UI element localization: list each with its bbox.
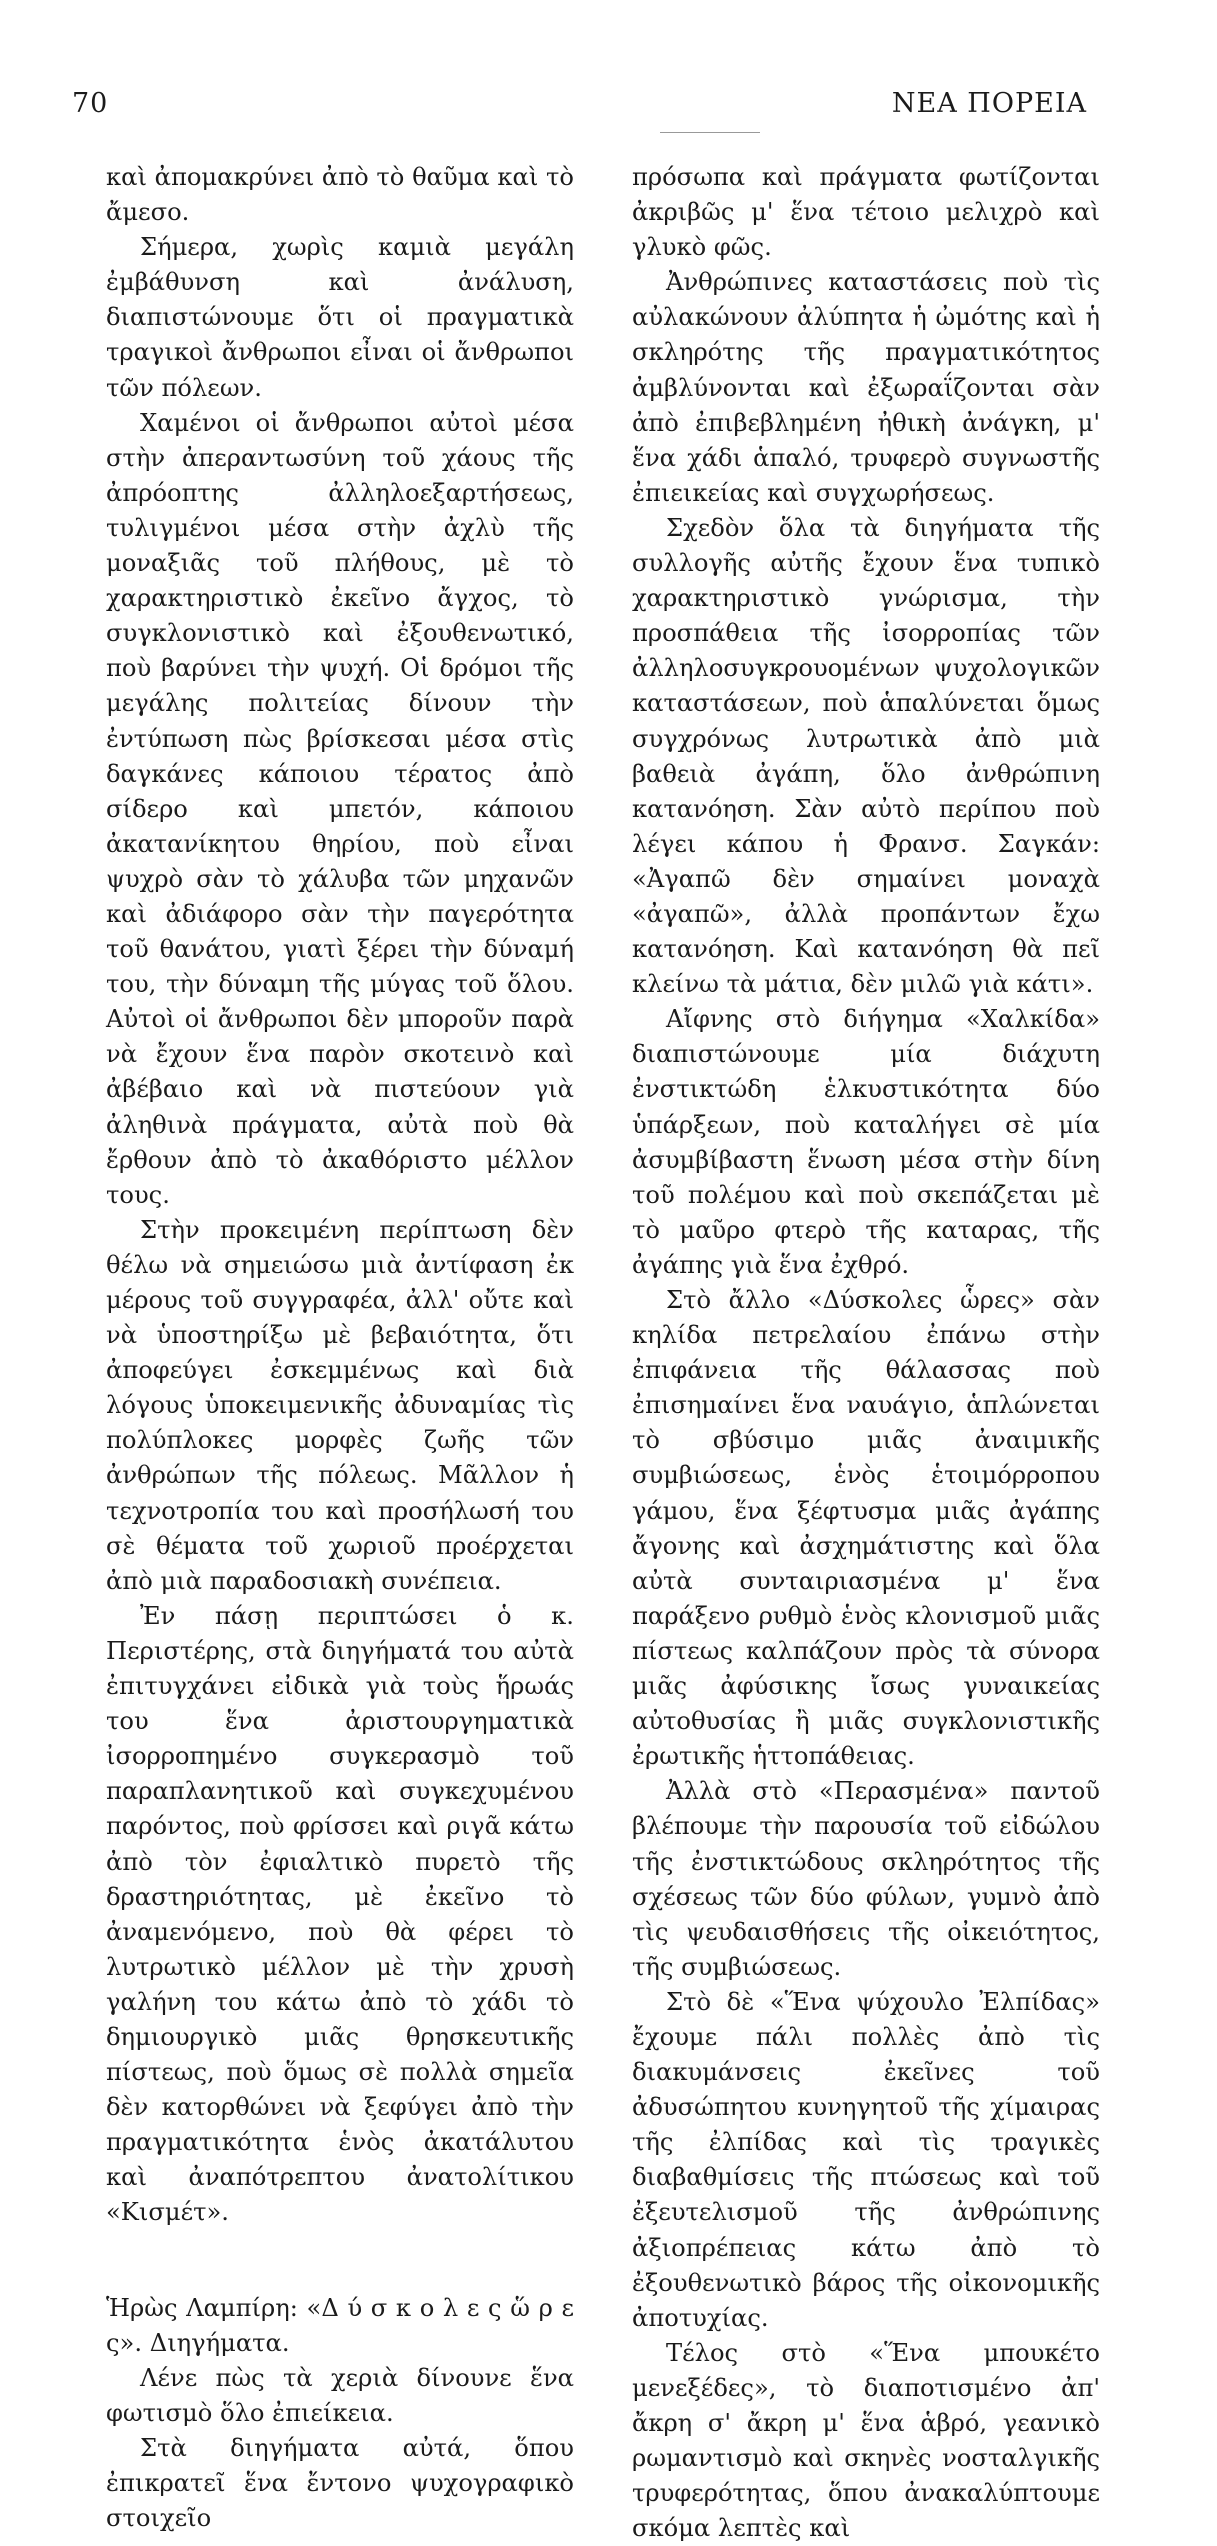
paragraph: Σήμερα, χωρὶς καμιὰ μεγάλη ἐμβάθυνση καὶ ἀνάλυση, διαπιστώνουμε ὅτι οἱ πραγματικὰ τραγικοὶ ἄνθρωποι εἶναι οἱ ἄνθρωποι τῶν πόλεων. xyxy=(106,233,574,402)
paragraph: καὶ ἀπομακρύνει ἀπὸ τὸ θαῦμα καὶ τὸ ἄμεσο. xyxy=(106,163,574,227)
paragraph: Ἐν πάσῃ περιπτώσει ὁ κ. Περιστέρης, στὰ διηγήματά του αὐτὰ ἐπιτυγχάνει εἰδικὰ γιὰ τοὺς ἥρωάς του ἕνα ἀριστουργηματικὰ ἰσορροπημένο συγκερασμὸ τοῦ παραπλανητικοῦ καὶ συγκεχυμένου παρόντος, ποὺ φρίσσει καὶ ριγᾶ κάτω ἀπὸ τὸν ἐφιαλτικὸ πυρετὸ τῆς δραστηριότητας, μὲ ἐκεῖνο τὸ ἀναμενόμενο, ποὺ θὰ φέρει τὸ λυτρωτικὸ μέλλον μὲ τὴν χρυσὴ γαλήνη του κάτω ἀπὸ τὸ χάδι τὸ δημιουργικὸ μιᾶς θρησκευτικῆς πίστεως, ποὺ ὅμως σὲ πολλὰ σημεῖα δὲν κατορθώνει νὰ ξεφύγει ἀπὸ τὴν πραγματικότητα ἑνὸς ἀκατάλυτου καὶ ἀναπότρεπτου ἀνατολίτικου «Κισμέτ». xyxy=(106,1601,574,2227)
page-header xyxy=(0,0,1217,140)
paragraph: Στὰ διηγήματα αὐτά, ὅπου ἐπικρατεῖ ἕνα ἔντονο ψυχογραφικὸ στοιχεῖο xyxy=(106,2433,574,2533)
right-column xyxy=(632,160,1100,2546)
paragraph: πρόσωπα καὶ πράγματα φωτίζονται ἀκριβῶς μ' ἕνα τέτοιο μελιχρὸ καὶ γλυκὸ φῶς. xyxy=(632,163,1100,262)
paragraph: Στὸ ἄλλο «Δύσκολες ὧρες» σὰν κηλίδα πετρελαίου ἐπάνω στὴν ἐπιφάνεια τῆς θάλασσας ποὺ ἐπισημαίνει ἕνα ναυάγιο, ἁπλώνεται τὸ σβύσιμο μιᾶς ἀναιμικῆς συμβιώσεως, ἑνὸς ἑτοιμόρροπου γάμου, ἕνα ξέφτυσμα μιᾶς ἀγάπης ἄγονης καὶ ἀσχημάτιστης καὶ ὅλα αὐτὰ συνταιριασμένα μ' ἕνα παράξενο ρυθμὸ ἑνὸς κλονισμοῦ μιᾶς πίστεως καλπάζουν πρὸς τὰ σύνορα μιᾶς ἀφύσικης ἴσως γυναικείας αὐτοθυσίας ἢ μιᾶς συγκλονιστικῆς ἐρωτικῆς ἡττοπάθειας. xyxy=(632,1286,1100,1771)
review-heading: Ἡρὼς Λαμπίρη: «Δ ύ σ κ ο λ ε ς ὥ ρ ε ς». Διηγήματα. xyxy=(106,2293,574,2357)
paragraph: Τέλος στὸ «Ἕνα μπουκέτο μενεξέδες», τὸ διαποτισμένο ἀπ' ἄκρη σ' ἄκρη μ' ἕνα ἁβρό, γεανικὸ ρωμαντισμὸ καὶ σκηνὲς νοσταλγικῆς τρυφερότητας, ὅπου ἀνακαλύπτουμε σκόμα λεπτὲς καὶ xyxy=(632,2338,1100,2543)
journal-title: ΝΕΑ ΠΟΡΕΙΑ xyxy=(891,88,1087,119)
paragraph: Στὴν προκειμένη περίπτωση δὲν θέλω νὰ σημειώσω μιὰ ἀντίφαση ἐκ μέρους τοῦ συγγραφέα, ἀλλ' οὔτε καὶ νὰ ὑποστηρίξω μὲ βεβαιότητα, ὅτι ἀποφεύγει ἐσκεμμένως καὶ διὰ λόγους ὑποκειμενικῆς ἀδυναμίας τὶς πολύπλοκες μορφὲς ζωῆς τῶν ἀνθρώπων τῆς πόλεως. Μᾶλλον ἡ τεχνοτροπία του καὶ προσήλωσή του σὲ θέματα τοῦ χωριοῦ προέρχεται ἀπὸ μιὰ παραδοσιακὴ συνέπεια. xyxy=(106,1215,574,1595)
paragraph: Ἀλλὰ στὸ «Περασμένα» παντοῦ βλέπουμε τὴν παρουσία τοῦ εἰδώλου τῆς ἐνστικτώδους σκληρότητος τῆς σχέσεως τῶν δύο φύλων, γυμνὸ ἀπὸ τὶς ψευδαισθήσεις τῆς οἰκειότητος, τῆς συμβιώσεως. xyxy=(632,1777,1100,1981)
section-gap xyxy=(106,2231,574,2291)
paragraph: Στὸ δὲ «Ἕνα ψύχουλο Ἐλπίδας» ἔχουμε πάλι πολλὲς ἀπὸ τὶς διακυμάνσεις ἐκεῖνες τοῦ ἀδυσώπητου κυνηγητοῦ τῆς χίμαιρας τῆς ἐλπίδας καὶ τὶς τραγικὲς διαβαθμίσεις τῆς πτώσεως καὶ τοῦ ἐξευτελισμοῦ τῆς ἀνθρώπινης ἀξιοπρέπειας κάτω ἀπὸ τὸ ἐξουθενωτικὸ βάρος τῆς οἰκονομικῆς ἀποτυχίας. xyxy=(632,1987,1100,2332)
paragraph: Αἴφνης στὸ διήγημα «Χαλκίδα» διαπιστώνουμε μία διάχυτη ἐνστικτώδη ἑλκυστικότητα δύο ὑπάρξεων, ποὺ καταλήγει σὲ μία ἀσυμβίβαστη ἕνωση μέσα στὴν δίνη τοῦ πολέμου καὶ ποὺ σκεπάζεται μὲ τὸ μαῦρο φτερὸ τῆς καταρας, τῆς ἀγάπης γιὰ ἕνα ἐχθρό. xyxy=(632,1005,1100,1279)
header-rule xyxy=(660,132,760,133)
paragraph: Χαμένοι οἱ ἄνθρωποι αὐτοὶ μέσα στὴν ἀπεραντωσύνη τοῦ χάους τῆς ἀπρόοπτης ἀλληλοεξαρτήσεως, τυλιγμένοι μέσα στὴν ἀχλὺ τῆς μοναξιᾶς τοῦ πλήθους, μὲ τὸ χαρακτηριστικὸ ἐκεῖνο ἄγχος, τὸ συγκλονιστικὸ καὶ ἐξουθενωτικό, ποὺ βαρύνει τὴν ψυχή. Οἱ δρόμοι τῆς μεγάλης πολιτείας δίνουν τὴν ἐντύπωση πὼς βρίσκεσαι μέσα στὶς δαγκάνες κάποιου τέρατος ἀπὸ σίδερο καὶ μπετόν, κάποιου ἀκατανίκητου θηρίου, ποὺ εἶναι ψυχρὸ σὰν τὸ χάλυβα τῶν μηχανῶν καὶ ἀδιάφορο σὰν τὴν παγερότητα τοῦ θανάτου, γιατὶ ξέρει τὴν δύναμή του, τὴν δύναμη τῆς μύγας τοῦ ὅλου. Αὐτοὶ οἱ ἄνθρωποι δὲν μποροῦν παρὰ νὰ ἔχουν ἕνα παρὸν σκοτεινὸ καὶ ἀβέβαιο καὶ νὰ πιστεύουν γιὰ ἀληθινὰ πράγματα, αὐτὰ ποὺ θὰ ἔρθουν ἀπὸ τὸ ἀκαθόριστο μέλλον τους. xyxy=(106,408,574,1209)
paragraph: Σχεδὸν ὅλα τὰ διηγήματα τῆς συλλογῆς αὐτῆς ἔχουν ἕνα τυπικὸ χαρακτηριστικὸ γνώρισμα, τὴν προσπάθεια τῆς ἰσορροπίας τῶν ἀλληλοσυγκρουομένων ψυχολογικῶν καταστάσεων, ποὺ ἁπαλύνεται ὅμως συγχρόνως λυτρωτικὰ ἀπὸ μιὰ βαθειὰ ἀγάπη, ὅλο ἀνθρώπινη κατανόηση. Σὰν αὐτὸ περίπου ποὺ λέγει κάπου ἡ Φρανσ. Σαγκάν: «Ἀγαπῶ δὲν σημαίνει μοναχὰ «ἀγαπῶ», ἀλλὰ προπάντων ἔχω κατανόηση. Καὶ κατανόηση θὰ πεῖ κλείνω τὰ μάτια, δὲν μιλῶ γιὰ κάτι». xyxy=(632,513,1100,999)
left-column xyxy=(106,160,574,2536)
paragraph: Λένε πὼς τὰ χεριὰ δίνουνε ἕνα φωτισμὸ ὅλο ἐπιείκεια. xyxy=(106,2363,574,2427)
page-number: 70 xyxy=(72,88,109,119)
paragraph: Ἀνθρώπινες καταστάσεις ποὺ τὶς αὐλακώνουν ἀλύπητα ἡ ὠμότης καὶ ἡ σκληρότης τῆς πραγματικότητος ἀμβλύνονται καὶ ἐξωραΐζονται σὰν ἀπὸ ἐπιβεβλημένη ἠθικὴ ἀνάγκη, μ' ἕνα χάδι ἁπαλό, τρυφερὸ συγνωστῆς ἐπιεικείας καὶ συγχωρήσεως. xyxy=(632,268,1100,507)
